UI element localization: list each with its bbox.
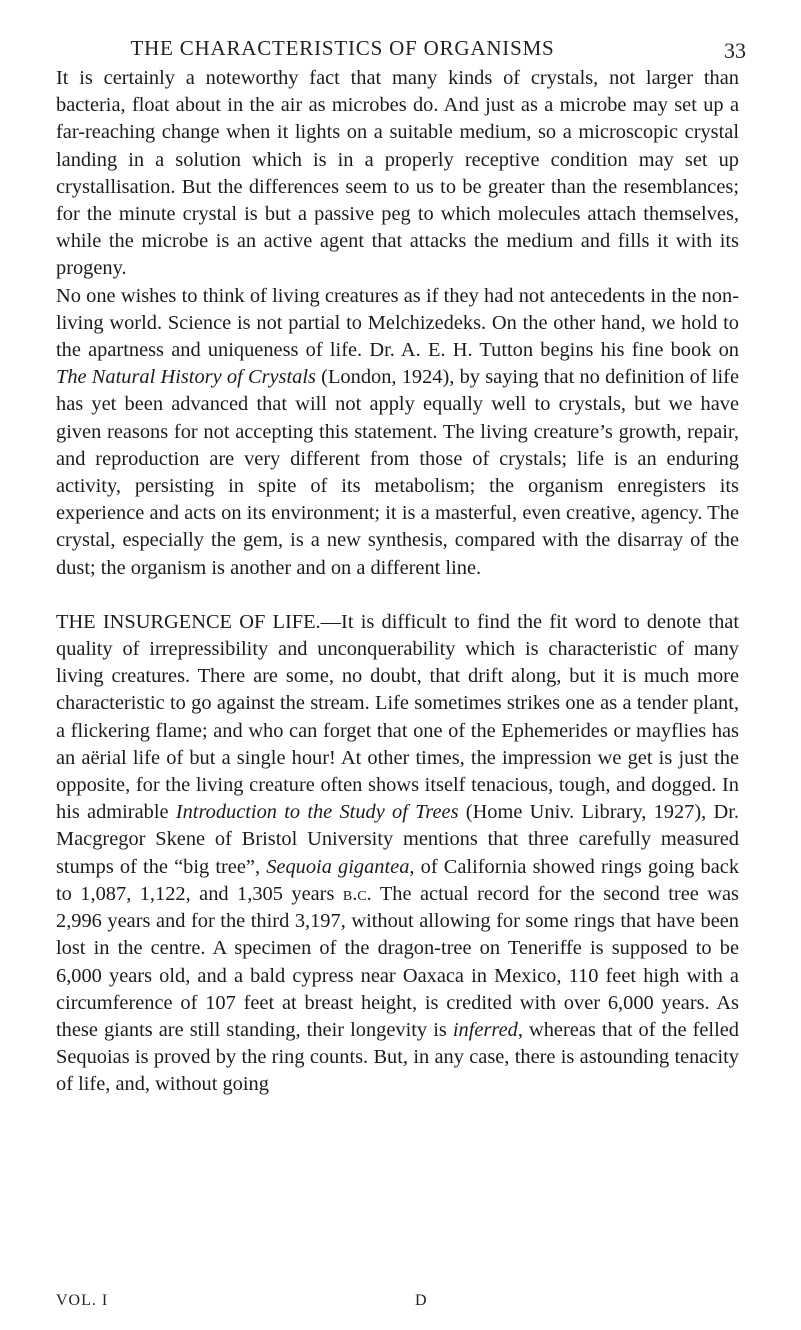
small-caps-text: b.c.: [342, 882, 372, 905]
text-run: No one wishes to think of living creatures as if they had not antecedents in the non-living world. Science is not partial to Melchizedeks. On the other hand, we hold to the apartness and uniqueness of life. Dr. A. E. H. Tutton begins his fine book on: [56, 284, 739, 362]
page-number: 33: [724, 38, 746, 63]
text-run: , whereas that of the felled Sequoias is proved by the ring counts. But, in any case, there is astounding tenacity of life, and, without going: [56, 1018, 739, 1096]
italic-title: Introduction to the Study of Trees: [175, 801, 459, 824]
text-run: The actual record for the second tree was 2,996 years and for the third 3,197, without allowing for some rings that have been lost in the centre. A specimen of the dragon-tree on Teneriffe is supposed to be 6,000 years old, and a bald cypress near Oaxaca in Mexico, 110 feet high with a circumference of 107 feet at breast height, is credited with over 6,000 years. As these giants are still standing, their longevity is: [56, 882, 739, 1041]
text-run: (London, 1924), by saying that no definition of life has yet been advanced that will not apply equally well to crystals, but we have given reasons for not accepting this statement. The living creature’s growth, repair, and reproduction are very different from those of crystals; life is an enduring activity, persisting in spite of its metabolism; the organism enregisters its experience and acts on its environment; it is a masterful, even creative, agency. The crystal, especially the gem, is a new synthesis, compared with the disarray of the dust; the organism is another and on a different line.: [56, 366, 739, 579]
running-head-title: THE CHARACTERISTICS OF ORGANISMS: [130, 36, 555, 60]
volume-label: VOL. I: [56, 1292, 109, 1309]
text-run: —It is difficult to find the fit word to denote that quality of irrepressibility and unconquerability which is characteristic of many living creatures. There are some, no doubt, that drift along, but it is much more characteristic to go against the stream. Life sometimes strikes one as a tender plant, a flickering flame; and who can forget that one of the Ephemerides or mayflies has an aërial life of but a single hour! At other times, the impression we get is just the opposite, for the living creature often shows itself tenacious, tough, and dogged. In his admirable: [56, 610, 739, 824]
italic-title: The Natural History of Crystals: [56, 366, 316, 389]
body-text: [56, 65, 739, 1099]
italic-title: inferred: [452, 1018, 518, 1041]
text-run: (Home Univ. Library, 1927), Dr. Macgregor Skene of Bristol University mentions that three carefully measured stumps of the “big tree”,: [56, 801, 739, 878]
italic-title: Sequoia gigantea: [266, 855, 410, 878]
paragraph: [56, 283, 739, 582]
paragraph: [56, 65, 739, 283]
section-heading: THE INSURGENCE OF LIFE.: [56, 610, 321, 633]
text-run: , of California showed rings going back to 1,087, 1,122, and 1,305 years: [56, 855, 740, 905]
paragraph: [56, 609, 739, 1099]
text-run: It is certainly a noteworthy fact that many kinds of crystals, not larger than bacteria, float about in the air as microbes do. And just as a microbe may set up a far-reaching change when it lights on a suitable medium, so a microscopic crystal landing in a solution which is in a properly receptive condition may set up crystallisation. But the differences seem to us to be greater than the resemblances; for the minute crystal is but a passive peg to which molecules attach themselves, while the microbe is an active agent that attacks the medium and fills it with its progeny.: [56, 67, 739, 280]
signature-mark: D: [415, 1292, 428, 1309]
